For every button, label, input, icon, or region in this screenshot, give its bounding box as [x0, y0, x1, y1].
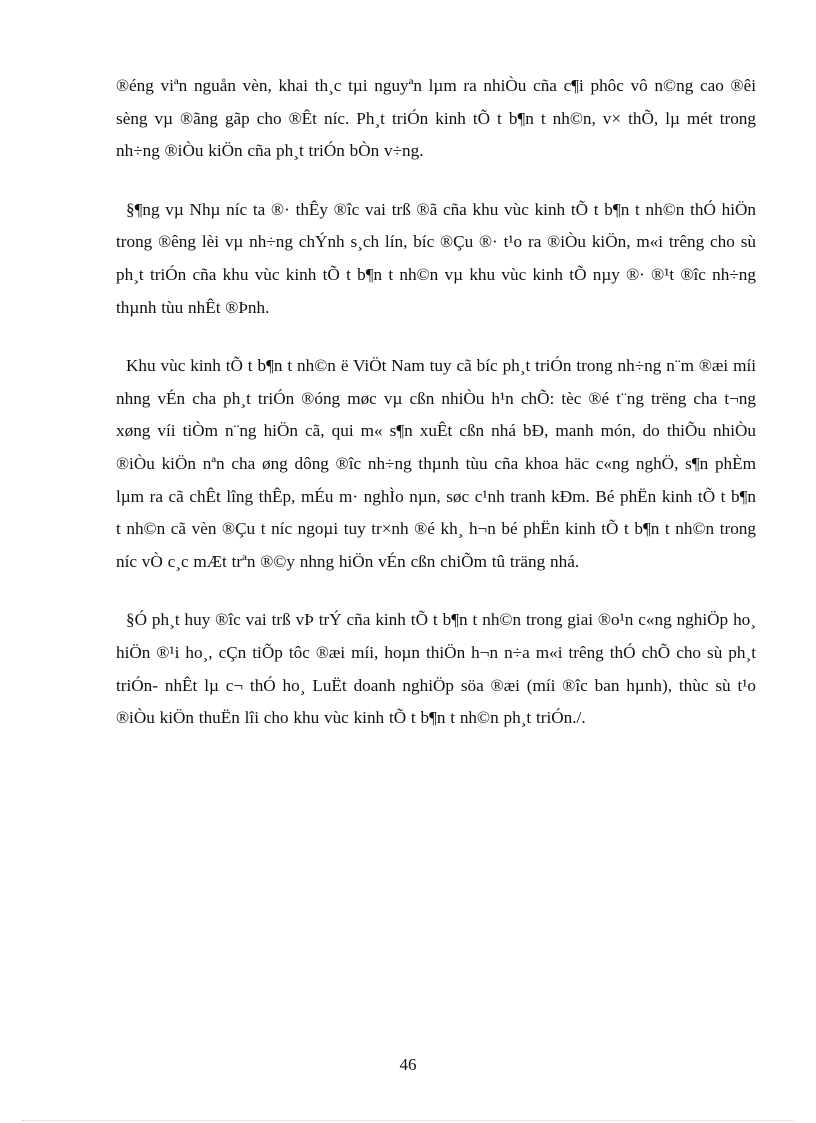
- paragraph-2: §¶ng vµ Nhµ níc ta ®· thÊy ®îc vai trß ®ã cña khu vùc kinh tÕ t b¶n t nh©n thÓ hiÖn trong ®êng lèi vµ nh÷ng chÝnh s¸ch lín, bíc ®Çu ®· t¹o ra ®iÒu kiÖn, m«i trêng cho sù ph¸t triÓn cña khu vùc kinh tÕ t b¶n t nh©n vµ khu vùc kinh tÕ nµy ®· ®¹t ®îc nh÷ng thµnh tùu nhÊt ®Þnh.: [116, 199, 756, 317]
- page-number: 46: [399, 1055, 417, 1074]
- paragraph-4: §Ó ph¸t huy ®îc vai trß vÞ trÝ cña kinh tÕ t b¶n t nh©n trong giai ®o¹n c«ng nghiÖp ho¸ hiÖn ®¹i ho¸, cÇn tiÕp tôc ®æi míi, hoµn thiÖn h¬n n÷a m«i trêng thÓ chÕ cho sù ph¸t triÓn- nhÊt lµ c¬ thÓ ho¸ LuËt doanh nghiÖp söa ®æi (míi ®îc ban hµnh), thùc sù t¹o ®iÒu kiÖn thuËn lîi cho khu vùc kinh tÕ t b¶n t nh©n ph¸t triÓn./.: [116, 610, 756, 728]
- paragraph-1: ®éng viªn nguån vèn, khai th¸c tµi nguyªn lµm ra nhiÒu cña c¶i phôc vô n©ng cao ®êi sèng vµ ®ãng gãp cho ®Êt níc. Ph¸t triÓn kinh tÕ t b¶n t nh©n, v× thÕ, lµ mét trong nh÷ng ®iÒu kiÖn cña ph¸t triÓn bÒn v÷ng.: [116, 76, 756, 161]
- body-text: [116, 70, 756, 761]
- paragraph-3: Khu vùc kinh tÕ t b¶n t nh©n ë ViÖt Nam tuy cã bíc ph¸t triÓn trong nh÷ng n¨m ®æi míi nhng vÉn cha ph¸t triÓn ®óng møc vµ cßn nhiÒu h¹n chÕ: tèc ®é t¨ng trëng cha t¬ng xøng víi tiÒm n¨ng hiÖn cã, qui m« s¶n xuÊt cßn nhá bÐ, manh món, do thiÕu nhiÒu ®iÒu kiÖn nªn cha øng dông ®îc nh÷ng thµnh tùu cña khoa häc c«ng nghÖ, s¶n phÈm lµm ra cã chÊt lîng thÊp, mÉu m· nghÌo nµn, søc c¹nh tranh kÐm. Bé phËn kinh tÕ t b¶n t nh©n cã vèn ®Çu t níc ngoµi tuy tr×nh ®é kh¸ h¬n bé phËn kinh tÕ t b¶n t nh©n trong níc vÒ c¸c mÆt trªn ®©y nhng hiÖn vÉn cßn chiÕm tû träng nhá.: [116, 356, 756, 571]
- page-bottom-border: [22, 1120, 794, 1121]
